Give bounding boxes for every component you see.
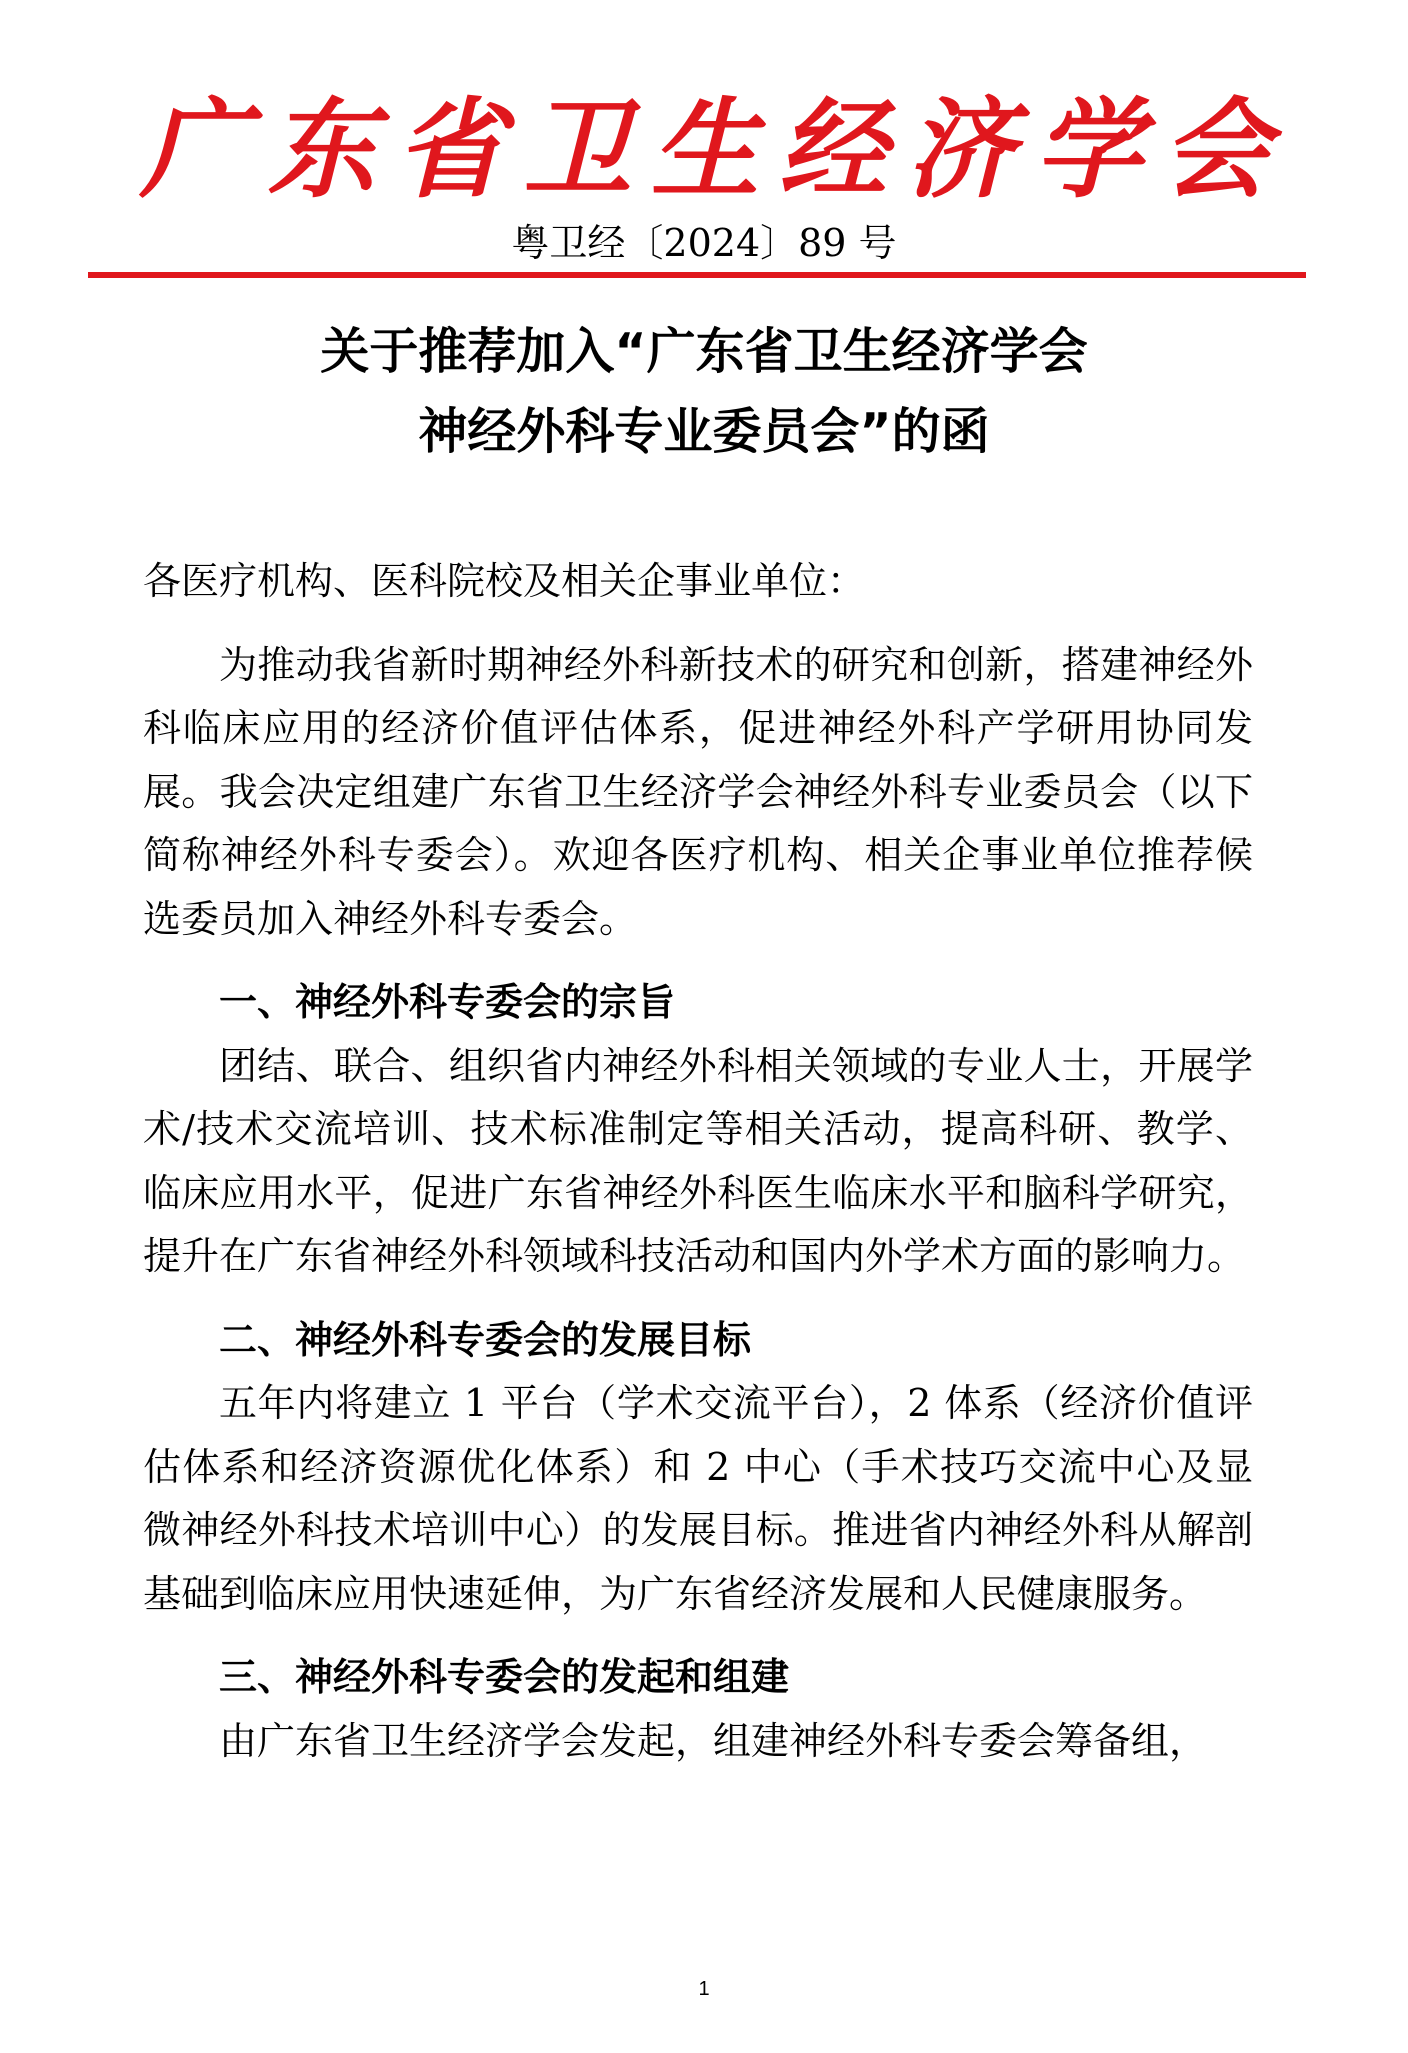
section-3-heading: 三、神经外科专委会的发起和组建 [219, 1655, 790, 1699]
section-3-paragraph: 由广东省卫生经济学会发起，组建神经外科专委会筹备组， [219, 1718, 1208, 1763]
letter-title-line-2: 神经外科专业委员会”的函 [418, 403, 990, 460]
section-2-heading: 二、神经外科专委会的发展目标 [219, 1317, 752, 1362]
letter-title [0, 312, 1408, 472]
section-2-paragraph: 五年内将建立 1 平台（学术交流平台），2 体系（经济价值评估体系和经济资源优化体系）和 2 中心（手术技巧交流中心及显微神经外科技术培训中心）的发展目标。推进省内神经外科从解剖基础到临床应用快速延伸，为广东省经济发展和人民健康服务。 [143, 1381, 1253, 1616]
letterhead-char: 省 [395, 87, 504, 213]
document-number: 粤卫经〔2024〕89 号 [511, 221, 897, 265]
letterhead-char: 卫 [523, 87, 632, 213]
letterhead-char: 广 [140, 87, 249, 213]
letter-title-line-1: 关于推荐加入“广东省卫生经济学会 [320, 323, 1088, 380]
salutation: 各医疗机构、医科院校及相关企事业单位： [143, 559, 866, 603]
letterhead-char: 学 [1034, 87, 1143, 213]
organization-letterhead [140, 87, 1270, 213]
section-1-heading: 一、神经外科专委会的宗旨 [219, 980, 676, 1024]
letterhead-char: 会 [1161, 87, 1270, 213]
letterhead-char: 经 [778, 87, 887, 213]
page-number: 1 [698, 1978, 710, 2000]
section-1-paragraph: 团结、联合、组织省内神经外科相关领域的专业人士，开展学术/技术交流培训、技术标准制定等相关活动，提高科研、教学、临床应用水平，促进广东省神经外科医生临床水平和脑科学研究，提升在广东省神经外科领域科技活动和国内外学术方面的影响力。 [143, 1043, 1253, 1278]
intro-paragraph: 为推动我省新时期神经外科新技术的研究和创新，搭建神经外科临床应用的经济价值评估体系，促进神经外科产学研用协同发展。我会决定组建广东省卫生经济学会神经外科专业委员会（以下简称神经外科专委会）。欢迎各医疗机构、相关企事业单位推荐候选委员加入神经外科专委会。 [143, 642, 1253, 941]
letterhead-char: 东 [267, 87, 376, 213]
letterhead-char: 生 [650, 87, 759, 213]
letter-body [143, 550, 1253, 1773]
letterhead-char: 济 [906, 87, 1015, 213]
letterhead-divider [88, 272, 1306, 278]
